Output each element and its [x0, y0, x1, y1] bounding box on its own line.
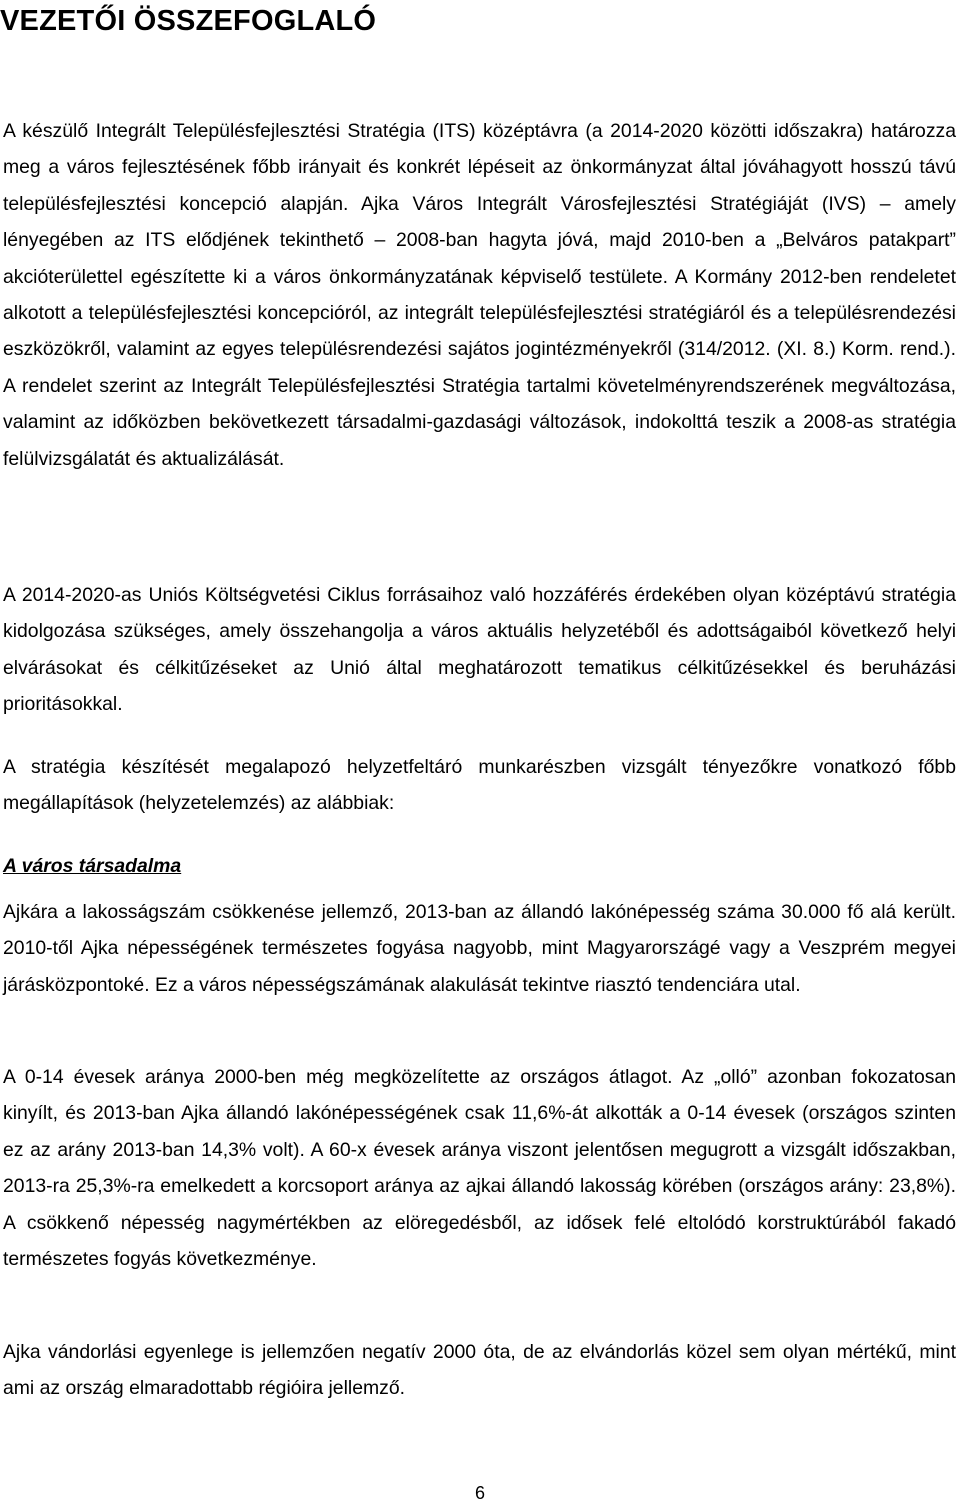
intro-paragraph	[3, 113, 956, 477]
age-structure-paragraph: A 0-14 évesek aránya 2000-ben még megközelítette az országos átlagot. Az „olló” azonban fokozatosan kinyílt, és 2013-ban Ajka állandó lakónépességének csak 11,6%-át alkották a 0-14 évesek (országos szinten ez az arány 2013-ban 14,3% volt). A 60-x évesek aránya viszont jelentősen megugrott a vizsgált időszakban, 2013-ra 25,3%-ra emelkedett a korcsoport aránya az ajkai állandó lakosság körében (országos arány: 23,8%). A csökkenő népesség nagymértékben az elöregedésből, az idősek felé eltolódó korstruktúrából fakadó természetes fogyás következménye.	[3, 1066, 956, 1271]
section-heading: A város társadalma	[3, 855, 182, 877]
page-number: 6	[474, 1483, 485, 1503]
intro-paragraph-part2: Ajka Város Integrált Városfejlesztési Stratégiáját (IVS) – amely lényegében az ITS elődjének tekinthető – 2008-ban hagyta jóvá, majd 2010-ben a „Belváros patakpart” akcióterülettel egészítette ki a város önkormányzatának képviselő testülete. A Kormány 2012-ben rendeletet alkotott a településfejlesztési koncepcióról, az integrált településfejlesztési stratégiáról és a településrendezési eszközökről, valamint az egyes településrendezési sajátos jogintézményekről (314/2012. (XI. 8.) Korm. rend.). A rendelet szerint az Integrált Településfejlesztési Stratégia tartalmi követelményrendszerének megváltozása, valamint az időközben bekövetkezett társadalmi-gazdasági változások, indokolttá teszik a 2008-as stratégia felülvizsgálatát és aktualizálását.	[3, 192, 956, 470]
page-title: VEZETŐI ÖSSZEFOGLALÓ	[0, 5, 377, 37]
findings-paragraph: A stratégia készítését megalapozó helyzetfeltáró munkarészben vizsgált tényezőkre vonatkozó főbb megállapítások (helyzetelemzés) az alábbiak:	[3, 756, 956, 815]
intro-paragraph-part1: A készülő Integrált Településfejlesztési Stratégia (ITS) középtávra (a 2014-2020 közötti időszakra) határozza meg a város fejlesztésének főbb irányait és konkrét lépéseit az önkormányzat által jóváhagyott hosszú távú településfejlesztési koncepció alapján.	[3, 120, 956, 215]
funding-paragraph: A 2014-2020-as Uniós Költségvetési Ciklus forrásaihoz való hozzáférés érdekében olyan középtávú stratégia kidolgozása szükséges, amely összehangolja a város aktuális helyzetéből és adottságaiból következő helyi elvárásokat és célkitűzéseket az Unió által meghatározott tematikus célkitűzésekkel és beruházási prioritásokkal.	[3, 584, 956, 716]
population-paragraph: Ajkára a lakosságszám csökkenése jellemző, 2013-ban az állandó lakónépesség száma 30.000 fő alá került. 2010-től Ajka népességének természetes fogyása nagyobb, mint Magyarországé vagy a Veszprém megyei járásközpontoké. Ez a város népességszámának alakulását tekintve riasztó tendenciára utal.	[3, 901, 956, 996]
migration-paragraph: Ajka vándorlási egyenlege is jellemzően negatív 2000 óta, de az elvándorlás közel sem olyan mértékű, mint ami az ország elmaradottabb régióira jellemző.	[3, 1341, 956, 1400]
